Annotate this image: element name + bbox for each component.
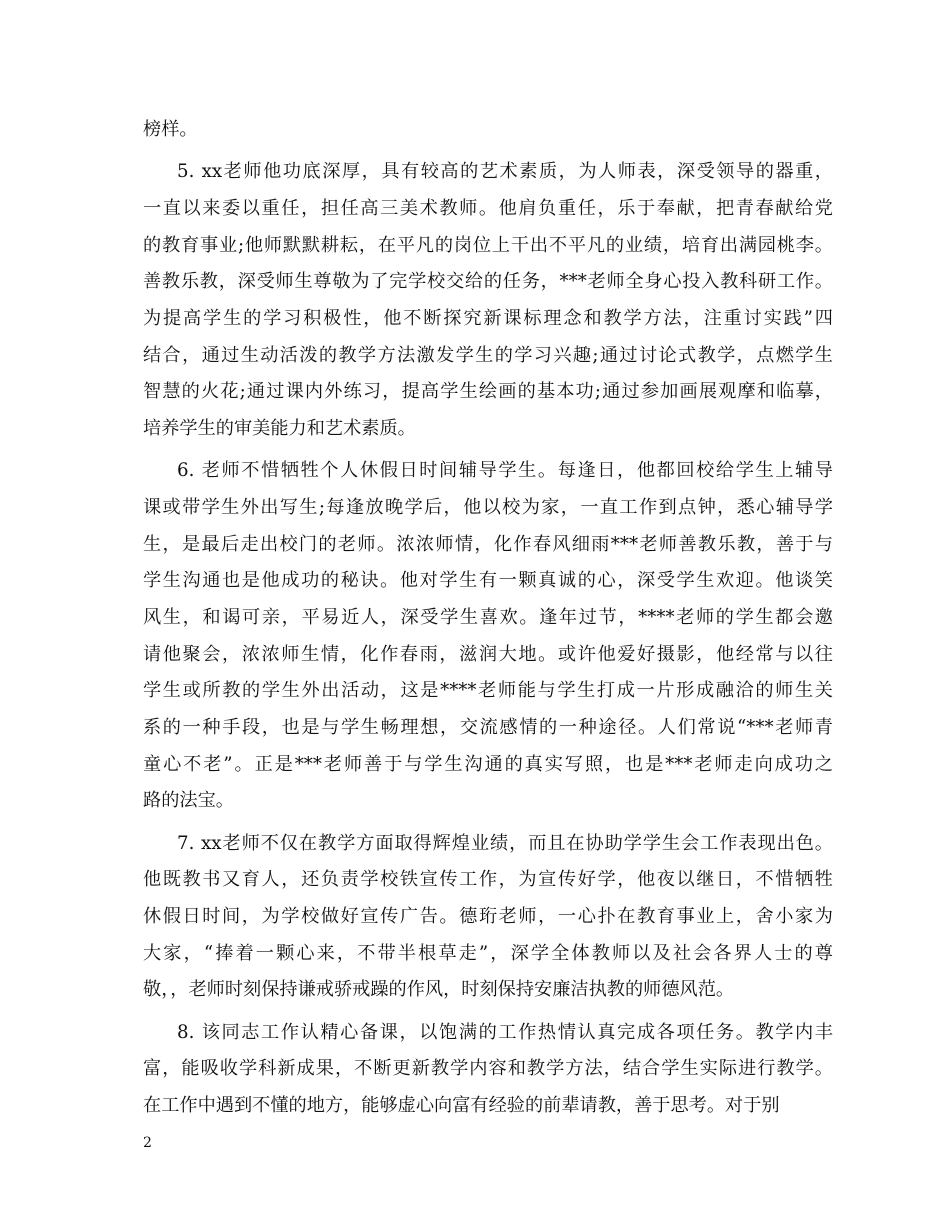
paragraph (143, 826, 833, 1009)
text-line: 榜样。 (143, 119, 198, 140)
text-line: 学生或所教的学生外出活动，这是****老师能与学生打成一片形成融洽的师生关 (143, 680, 833, 702)
text-line: 风生，和谒可亲，平易近人，深受学生喜欢。逢年过节，****老师的学生都会邀 (143, 606, 833, 628)
text-line: 的教育事业;他师默默耕耘，在平凡的岗位上干出不平凡的业绩，培育出满园桃李。 (143, 234, 833, 256)
text-line: 学生沟通也是他成功的秘诀。他对学生有一颗真诚的心，深受学生欢迎。他谈笑 (143, 570, 833, 592)
text-line: 智慧的火花;通过课内外练习，提高学生绘画的基本功;通过参加画展观摩和临摹， (143, 381, 833, 403)
text-line: 路的法宝。 (143, 790, 234, 812)
text-line: 生，是最后走出校门的老师。浓浓师情，化作春风细雨***老师善教乐教，善于与 (143, 533, 833, 555)
paragraph (143, 154, 833, 448)
page-number: 2 (143, 1135, 152, 1151)
document-body (143, 112, 833, 1125)
text-line: 敬，，老师时刻保持谦戒骄戒躁的作风，时刻保持安廉洁执教的师德风范。 (143, 979, 735, 1001)
text-line: 休假日时间，为学校做好宣传广告。德珩老师，一心扑在教育事业上，舍小家为 (143, 905, 833, 927)
text-line: 6. 老师不惜牺牲个人休假日时间辅导学生。每逢日，他都回校给学生上辅导 (177, 460, 833, 482)
text-line: 结合，通过生动活泼的教学方法激发学生的学习兴趣;通过讨论式教学，点燃学生 (143, 344, 833, 366)
text-line: 童心不老”。正是***老师善于与学生沟通的真实写照，也是***老师走向成功之 (143, 753, 833, 775)
text-line: 为提高学生的学习积极性，他不断探究新课标理念和教学方法，注重讨实践”四 (143, 307, 833, 329)
text-line: 大家，“捧着一颗心来，不带半根草走”，深学全体教师以及社会各界人士的尊 (143, 942, 833, 964)
text-line: 7. xx老师不仅在教学方面取得辉煌业绩，而且在协助学学生会工作表现出色。 (177, 832, 833, 854)
text-line: 请他聚会，浓浓师生情，化作春雨，滋润大地。或许他爱好摄影，他经常与以往 (143, 643, 833, 665)
text-line: 善教乐教，深受师生尊敬为了完学校交给的任务，***老师全身心投入教科研工作。 (143, 271, 833, 293)
text-line: 一直以来委以重任，担任高三美术教师。他肩负重任，乐于奉献，把青春献给党 (143, 197, 833, 219)
text-line: 他既教书又育人，还负责学校铁宣传工作，为宣传好学，他夜以继日，不惜牺牲 (143, 869, 833, 891)
paragraph (143, 112, 833, 149)
text-line: 在工作中遇到不懂的地方，能够虚心向富有经验的前辈请教，善于思考。对于别 (143, 1094, 780, 1116)
text-line: 5. xx老师他功底深厚，具有较高的艺术素质，为人师表，深受领导的器重， (177, 161, 833, 183)
text-line: 8. 该同志工作认精心备课，以饱满的工作热情认真完成各项任务。教学内丰 (177, 1021, 833, 1043)
text-line: 系的一种手段，也是与学生畅理想，交流感情的一种途径。人们常说“***老师青 (143, 717, 833, 738)
text-line: 富，能吸收学科新成果，不断更新教学内容和教学方法，结合学生实际进行教学。 (143, 1058, 833, 1080)
paragraph (143, 1015, 833, 1125)
paragraph (143, 453, 833, 820)
text-line: 培养学生的审美能力和艺术素质。 (143, 418, 416, 439)
text-line: 课或带学生外出写生;每逢放晚学后，他以校为家，一直工作到点钟，悉心辅导学 (143, 496, 833, 518)
